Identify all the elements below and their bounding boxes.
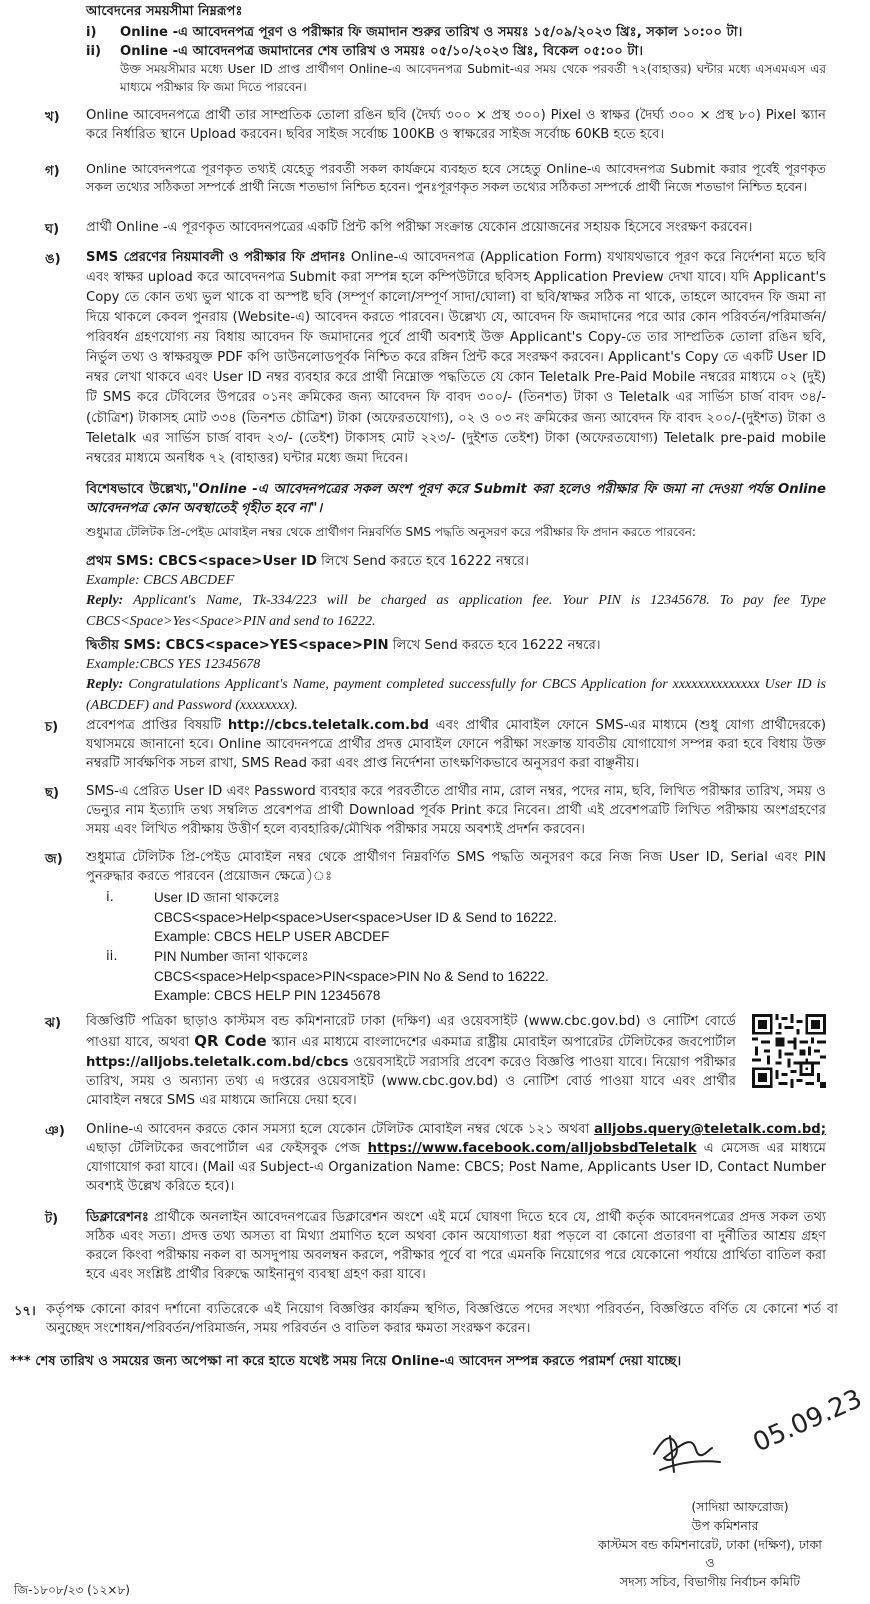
para-ta: ডিক্লারেশনঃ প্রার্থীকে অনলাইন আবেদনপত্রের ডিক্লারেশন অংশে এই মর্মে ঘোষণা দিতে হবে যে, প্রার্থী কর্তৃক আবেদনপত্রের প্রদত্ত সকল তথ্য সঠিক এবং সত্য। প্রদত্ত তথ্য অসত্য বা মিথ্যা প্রমাণিত হলে অথবা কোন অযোগ্যতা ধরা পড়লে বা কোনো প্রতারণা বা দুর্নীতির আশ্রয় গ্রহণ করলে কিংবা পরীক্ষায় নকল বা অসদুপায় অবলম্বন করলে, পরীক্ষার পূর্বে বা পরে এমনকি নিয়োগের পরে যেকোনো পর্যায়ে প্রার্থিতা বাতিল করা হবে এবং সংশ্লিষ্ট প্রার্থীর বিরুদ্ধে আইনানুগ ব্যবস্থা গ্রহণ করা যাবে। — [86, 1210, 826, 1283]
declaration-lead: ডিক্লারেশনঃ — [86, 1210, 149, 1225]
para-17: কর্তৃপক্ষ কোনো কারণ দর্শানো ব্যতিরেকে এই নিয়োগ বিজ্ঞপ্তির কার্যক্রম স্থগিত, বিজ্ঞপ্তিতে পদের সংখ্যা পরিবর্তন, বিজ্ঞপ্তিতে বর্ণিত যে কোনো শর্ত বা অনুচ্ছেদ সংশোধন/পরিবর্তন/পরিমার্জন, সময় পরিবর্তন ও বাতিল করার ক্ষমতা সংরক্ষণ করেন। — [46, 1302, 838, 1337]
signatory-name: (সাদিয়া আফরোজ) — [691, 1499, 789, 1514]
marker-jha: ঝ) — [45, 1016, 62, 1031]
signature-image — [640, 1383, 867, 1502]
deadline-note: উক্ত সময়সীমার মধ্যে User ID প্রাপ্ত প্রার্থীগণ Online-এ আবেদনপত্র Submit-এর সময় থেকে পরবর্তী ৭২(বাহাত্তর) ঘন্টার মধ্যে এসএমএস এর মাধ্যমে পরীক্ষার ফি জমা দিতে পারবেন। — [120, 62, 826, 94]
ja-sub-user-id: i. User ID জানা থাকলেঃ CBCS<space>Help<space>User<space>User ID & Send to 16222. Example: CBCS HELP USER ABCDEF — [106, 890, 557, 945]
signature-block: (সাদিয়া আফরোজ) উপ কমিশনার কাস্টমস বন্ড কমিশনারেট, ঢাকা (দক্ষিণ), ঢাকা ও সদস্য সচিব, বিভাগীয় নির্বাচন কমিটি — [560, 1498, 860, 1592]
marker-kha: খ) — [45, 110, 60, 125]
marker-nya: ঞ) — [45, 1124, 65, 1139]
signatory-title: উপ কমিশনার — [691, 1517, 759, 1533]
sms2-lead: দ্বিতীয় SMS: CBCS<space>YES<space>PIN — [86, 638, 389, 653]
special-note: বিশেষভাবে উল্লেখ্য,"Online -এ আবেদনপত্রের সকল অংশ পূরণ করে Submit করা হলেও পরীক্ষার ফি জমা না দেওয়া পর্যন্ত Online আবেদনপত্র কোন অবস্থাতেই গৃহীত হবে না"। — [86, 482, 827, 517]
alljobs-url[interactable]: https://alljobs.teletalk.com.bd/cbcs — [86, 1054, 349, 1070]
facebook-page-link[interactable]: https://www.facebook.com/alljobsbdTeletalk — [367, 1141, 697, 1157]
deadline-item-start: i) Online -এ আবেদনপত্র পূরণ ও পরীক্ষার ফি জমাদান শুরুর তারিখ ও সময়ঃ ১৫/০৯/২০২৩ খ্রিঃ, সকাল ১০:০০ টা। — [86, 25, 743, 41]
para-cha: প্রবেশপত্র প্রাপ্তির বিষয়টি http://cbcs.teletalk.com.bd এবং প্রার্থীর মোবাইল ফোনে SMS-এর মাধ্যমে (শুধু যোগ্য প্রার্থীদেরকে) যথাসময়ে জানানো হবে। Online আবেদনপত্রে প্রার্থীর প্রদত্ত মোবাইল ফোনে পরীক্ষা সংক্রান্ত যাবতীয় যোগাযোগ সম্পন্ন করা হবে বিধায় উক্ত নম্বরটি সার্বক্ষণিক সচল রাখা, SMS Read করা এবং প্রাপ্ত নির্দেশনা তাৎক্ষণিকভাবে অনুসরণ করা বাঞ্ছনীয়। — [86, 718, 826, 772]
sms1-lead: প্রথম SMS: CBCS<space>User ID — [86, 554, 317, 569]
uma-text: Online-এ আবেদনপত্র (Application Form) যথাযথভাবে পূরণ করে নির্দেশনা মতে ছবি এবং স্বাক্ষর upload করে আবেদনপত্র Submit করা সম্পন্ন হলে কম্পিউটারে ছবিসহ Application Preview দেখা যাবে। যদি Applicant's Copy তে কোন তথ্য ভুল থাকে বা অস্পষ্ট ছবি (সম্পূর্ণ কালো/সম্পূর্ণ সাদা/ঘোলা) বা ছবি/স্বাক্ষর সঠিক না থাকে, তাহলে আবেদন ফি জমা না দিয়ে থাকলে কেবল পুনরায় (Website-এ) আবেদন করতে পারবেন। উল্লেখ্য যে, আবেদন ফি জমাদানের পরে আর কোন পরিবর্তন/পরিমার্জন/পরিবর্ধন গ্রহণযোগ্য নয় বিধায় আবেদন ফি জমাদানের পূর্বে প্রার্থী অবশ্যই উক্ত Applicant's Copy-তে তার সাম্প্রতিক তোলা রঙিন ছবি, নির্ভুল তথ্য ও স্বাক্ষরযুক্ত PDF কপি ডাউনলোডপূর্বক নিশ্চিত করে রঙ্গিন প্রিন্ট করে সংরক্ষণ করবেন। Applicant's Copy তে একটি User ID নম্বর লেখা থাকবে এবং User ID নম্বর ব্যবহার করে প্রার্থী নিম্নোক্ত পদ্ধতিতে যে কোন Teletalk Pre-Paid Mobile নম্বরের মাধ্যমে ০২ (দুই) টি SMS করে টেবিলের উপরের ০১নং ক্রমিকের জন্য আবেদন ফি বাবদ ৩০০/- (তিনশত) টাকা ও Teletalk এর সার্ভিস চার্জ বাবদ ৩৪/- (চৌত্রিশ) টাকাসহ মোট ৩৩৪ (তিনশত চৌত্রিশ) টাকা (অফেরতযোগ্য), ০২ ও ০৩ নং ক্রমিকের জন্য আবেদন ফি বাবদ ২০০/-(দুইশত) টাকা ও Teletalk এর সার্ভিস চার্জ বাবদ ২৩/- (তেইশ) টাকাসহ মোট ২২৩/- (দুইশত তেইশ) টাকা (অফেরতযোগ্য) Teletalk pre-paid mobile নম্বরের মাধ্যমে অনধিক ৭২ (বাহাত্তর) ঘন্টার মধ্যে জমা দিবেন। — [86, 250, 826, 466]
para-ga: Online আবেদনপত্রে পূরণকৃত তথ্যই যেহেতু পরবর্তী সকল কার্যক্রমে ব্যবহৃত হবে সেহেতু Online-এ আবেদনপত্র Submit করার পূর্বেই পূরণকৃত সকল তথ্যের সঠিকতা সম্পর্কে প্রার্থী নিজে শতভাগ নিশ্চিত হবেন। পুনঃপূরণকৃত সকল তথ্যের সঠিকতা সম্পর্কে প্রার্থী নিজে শতভাগ নিশ্চিত হবেন। — [86, 161, 826, 195]
para-kha: Online আবেদনপত্রে প্রার্থী তার সাম্প্রতিক তোলা রঙিন ছবি (দৈর্ঘ্য ৩০০ × প্রস্থ ৩০০) Pixel ও স্বাক্ষর (দৈর্ঘ্য ৩০০ × প্রস্থ ৮০) Pixel স্ক্যান করে নির্ধারিত স্থানে Upload করবেন। ছবির সাইজ সর্বোচ্চ 100KB ও স্বাক্ষরের সাইজ সর্বোচ্চ 60KB হতে হবে। — [86, 108, 826, 143]
marker-cha: চ) — [45, 720, 59, 735]
special-note-text: "Online -এ আবেদনপত্রের সকল অংশ পূরণ করে Submit করা হলেও পরীক্ষার ফি জমা না দেওয়া পর্যন্ত Online আবেদনপত্র কোন অবস্থাতেই গৃহীত হবে না"। — [86, 482, 827, 517]
marker-gha: ঘ) — [45, 222, 60, 237]
sms1-reply: Applicant's Name, Tk-334/223 will be charged as application fee. Your PIN is 12345678. To pay fee Type CBCS<Space>Yes<Space>PIN and send to 16222. — [86, 593, 826, 629]
sms1-block: প্রথম SMS: CBCS<space>User ID লিখে Send করতে হবে 16222 নম্বরে। Example: CBCS ABCDEF Reply: Applicant's Name, Tk-334/223 will be charged as application fee. Your PIN is 12345678. To pay fee Type CBCS<Space>Yes<Space>PIN and send to 16222. — [86, 554, 826, 629]
query-email-link[interactable]: alljobs.query@teletalk.com.bd; — [594, 1122, 826, 1137]
marker-uma: ঙ) — [45, 252, 61, 267]
qr-code-icon — [752, 1014, 826, 1088]
deadline-section — [86, 2, 826, 96]
para-gha: প্রার্থী Online -এ পূরণকৃত আবেদনপত্রের একটি প্রিন্ট কপি পরীক্ষা সংক্রান্ত যেকোন প্রয়োজনের সহায়ক হিসেবে সংরক্ষণ করবেন। — [86, 220, 753, 235]
deadline-item-end: ii) Online -এ আবেদনপত্র জমাদানের শেষ তারিখ ও সময়ঃ ০৫/১০/২০২৩ খ্রিঃ, বিকেল ০৫:০০ টা। — [86, 44, 644, 60]
para-nya: Online-এ আবেদন করতে কোন সমস্যা হলে যেকোন টেলিটক মোবাইল নম্বর থেকে ১২১ অথবা alljobs.query@teletalk.com.bd; এছাড়া টেলিটকের জবপোর্টাল এর ফেইসবুক পেজ https://www.facebook.com/alljobsbdTeletalk এ মেসেজ এর মাধ্যমে যোগাযোগ করা যাবে। (Mail এর Subject-এ Organization Name: CBCS; Post Name, Applicants User ID, Contact Number অবশ্যই উল্লেখ করিতে হবে)। — [86, 1122, 826, 1195]
para-ja: শুধুমাত্র টেলিটক প্রি-পেইড মোবাইল নম্বর থেকে প্রার্থীগণ নিম্নবর্ণিত SMS পদ্ধতি অনুসরণ করে নিজ নিজ User ID, Serial এবং PIN পুনরুদ্ধার করতে পারবেন (প্রয়োজন ক্ষেত্রে)ঃ i. User ID জানা থাকলেঃ CBCS<space>Help<space>User<space>User ID & Send to 16222. Example: CBCS HELP USER ABCDEF ii. PIN Number জানা থাকলেঃ CBCS<space>Help<space>PIN<space>PIN No & Send to 16222. Example: CBCS HELP PIN 12345678 — [86, 848, 826, 1006]
sms2-block: দ্বিতীয় SMS: CBCS<space>YES<space>PIN লিখে Send করতে হবে 16222 নম্বরে। Example:CBCS YES 12345678 Reply: Congratulations Applicant's Name, payment completed successfully for CBCS Application for xxxxxxxxxxxxxx User ID is (ABCDEF) and Password (xxxxxxxx). — [86, 638, 826, 713]
marker-ta: ট) — [45, 1212, 59, 1227]
uma-lead: SMS প্রেরণের নিয়মাবলী ও পরীক্ষার ফি প্রদানঃ — [86, 250, 346, 265]
sms2-example: Example:CBCS YES 12345678 — [86, 657, 261, 673]
para-chha: SMS-এ প্রেরিত User ID এবং Password ব্যবহার করে পরবর্তীতে প্রার্থীর নাম, রোল নম্বর, পদের নাম, ছবি, লিখিত পরীক্ষার তারিখ, সময় ও ভেন্যুর নাম ইত্যাদি তথ্য সম্বলিত প্রবেশপত্র প্রার্থী Download পূর্বক Print করে নিবেন। প্রার্থী এই প্রবেশপত্রটি লিখিত পরীক্ষায় অংশগ্রহণের সময় এবং লিখিত পরীক্ষায় উত্তীর্ণ হলে ব্যবহারিক/মৌখিক পরীক্ষার সময়ে অবশ্যই প্রদর্শন করবেন। — [86, 784, 826, 838]
marker-ja: জ) — [45, 852, 63, 867]
sms1-example: Example: CBCS ABCDEF — [86, 573, 235, 589]
admit-card-url[interactable]: http://cbcs.teletalk.com.bd — [227, 718, 429, 733]
deadline-heading: আবেদনের সময়সীমা নিম্নরূপঃ — [86, 4, 243, 19]
marker-chha: ছ) — [45, 786, 60, 801]
signatory-role: সদস্য সচিব, বিভাগীয় নির্বাচন কমিটি — [619, 1574, 801, 1589]
marker-ga: গ) — [45, 164, 60, 179]
sms2-reply: Congratulations Applicant's Name, payment completed successfully for CBCS Application for xxxxxxxxxxxxxx User ID is (ABCDEF) and Password (xxxxxxxx). — [86, 677, 826, 713]
marker-17: ১৭। — [14, 1304, 36, 1319]
ja-sub-pin: ii. PIN Number জানা থাকলেঃ CBCS<space>Help<space>PIN<space>PIN No & Send to 16222. Example: CBCS HELP PIN 12345678 — [106, 948, 549, 1004]
footer-reference: জি-১৮০৮/২৩ (১২×৮) — [14, 1583, 130, 1597]
qr-code-label: QR Code — [194, 1032, 267, 1051]
signature-date: 05.09.23 — [748, 1383, 867, 1459]
para-jha: বিজ্ঞপ্তিটি পত্রিকা ছাড়াও কাস্টমস বন্ড কমিশনারেট ঢাকা (দক্ষিণ) এর ওয়েবসাইট (www.cbc.gov.bd) ও নোটিশ বোর্ডে পাওয়া যাবে, অথবা QR Code স্ক্যান এর মাধ্যমে বাংলাদেশের একমাত্র রাষ্ট্রীয় মোবাইল অপারেটর টেলিটকের জবপোর্টাল https://alljobs.teletalk.com.bd/cbcs ওয়েবসাইটে সরাসরি প্রবেশ করেও বিজ্ঞপ্তি পাওয়া যাবে। নিয়োগ পরীক্ষার তারিখ, সময় ও অন্যান্য তথ্য এ দপ্তরের ওয়েবসাইট (www.cbc.gov.bd) ও নোটিশ বোর্ড পাওয়া যাবে এবং প্রার্থীর মোবাইল নম্বরে SMS এর মাধ্যমে জানিয়ে দেয়া হবে। — [86, 1014, 737, 1109]
final-advice-note: *** শেষ তারিখ ও সময়ের জন্য অপেক্ষা না করে হাতে যথেষ্ট সময় নিয়ে Online-এ আবেদন সম্পন্ন করতে পরামর্শ দেয়া যাচ্ছে। — [10, 1354, 682, 1369]
signatory-office: কাস্টমস বন্ড কমিশনারেট, ঢাকা (দক্ষিণ), ঢাকা — [598, 1536, 822, 1552]
sms-intro: শুধুমাত্র টেলিটক প্রি-পেইড মোবাইল নম্বর থেকে প্রার্থীগণ নিম্নবর্ণিত SMS পদ্ধতি অনুসরণ করে পরীক্ষার ফি প্রদান করতে পারবেন: — [86, 525, 696, 539]
para-uma — [86, 248, 826, 469]
